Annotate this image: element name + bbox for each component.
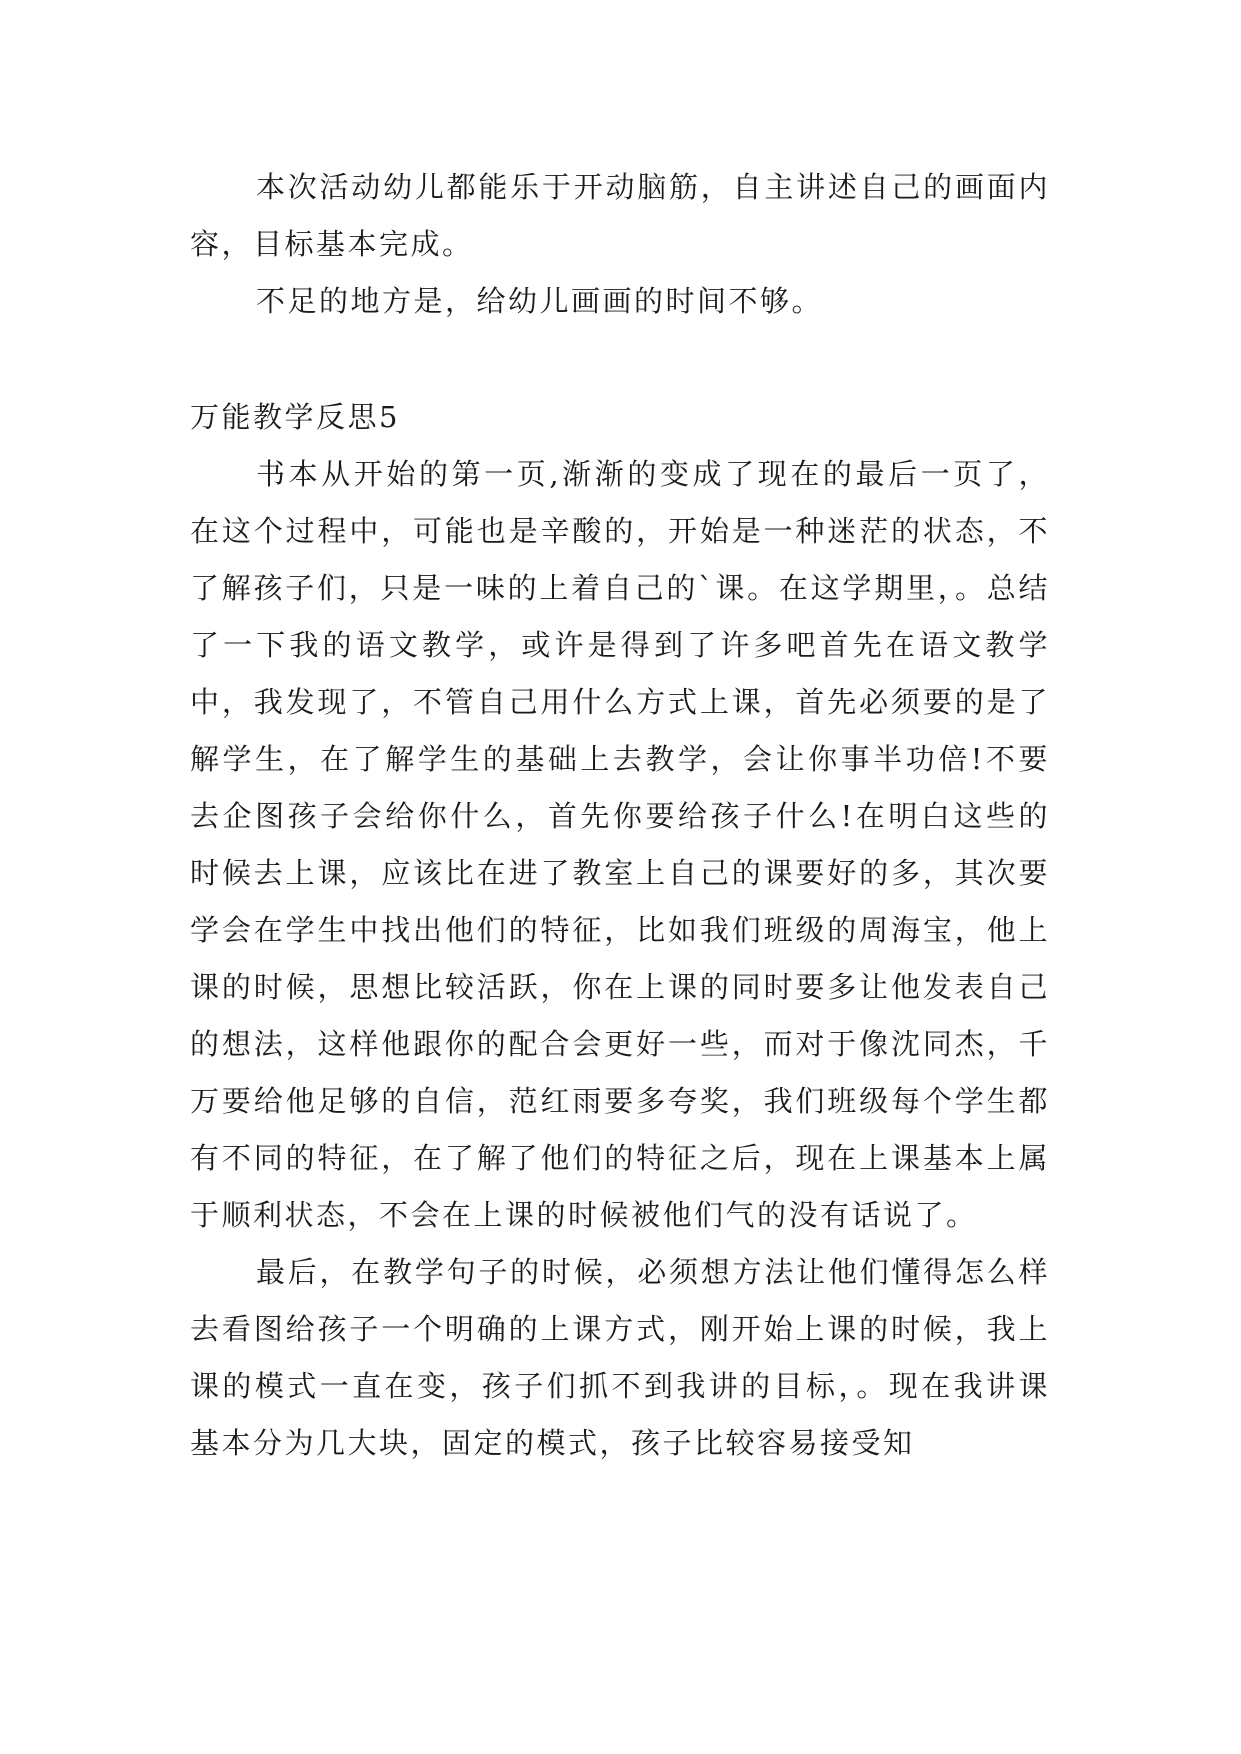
intro-text-block [190, 159, 1050, 330]
section-text-block [190, 389, 1050, 1472]
paragraph: 书本从开始的第一页,渐渐的变成了现在的最后一页了，在这个过程中，可能也是辛酸的，开始是一种迷茫的状态，不了解孩子们，只是一味的上着自己的`课。在这学期里，。总结了一下我的语文教学，或许是得到了许多吧首先在语文教学中，我发现了，不管自己用什么方式上课，首先必须要的是了解学生，在了解学生的基础上去教学，会让你事半功倍!不要去企图孩子会给你什么，首先你要给孩子什么!在明白这些的时候去上课，应该比在进了教室上自己的课要好的多，其次要学会在学生中找出他们的特征，比如我们班级的周海宝，他上课的时候，思想比较活跃，你在上课的同时要多让他发表自己的想法，这样他跟你的配合会更好一些，而对于像沈同杰，千万要给他足够的自信，范红雨要多夸奖，我们班级每个学生都有不同的特征，在了解了他们的特征之后，现在上课基本上属于顺利状态，不会在上课的时候被他们气的没有话说了。 [190, 457, 1050, 1232]
paragraph: 本次活动幼儿都能乐于开动脑筋，自主讲述自己的画面内容，目标基本完成。 [190, 170, 1050, 261]
paragraph: 最后，在教学句子的时候，必须想方法让他们懂得怎么样去看图给孩子一个明确的上课方式，刚开始上课的时候，我上课的模式一直在变，孩子们抓不到我讲的目标，。现在我讲课基本分为几大块，固定的模式，孩子比较容易接受知 [190, 1255, 1050, 1460]
section-heading: 万能教学反思5 [190, 400, 400, 434]
paragraph: 不足的地方是，给幼儿画画的时间不够。 [256, 284, 824, 318]
